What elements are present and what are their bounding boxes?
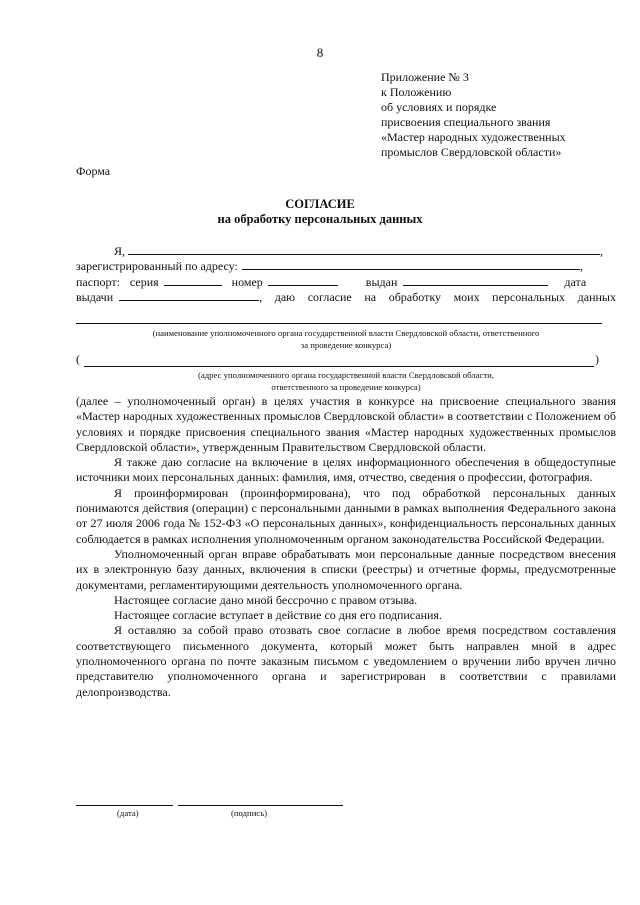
title-line-1: СОГЛАСИЕ bbox=[285, 197, 355, 211]
number-line[interactable] bbox=[268, 275, 338, 286]
note-line: ответственного за проведение конкурса) bbox=[271, 382, 421, 392]
paragraph: Уполномоченный орган вправе обрабатывать мои персональные данные посредством внесения их в электронную базу данных, включения в списки (реестры) и отчетные формы, предусмотренные документами, регламентирующими деятельность уполномоченного органа. bbox=[76, 546, 616, 592]
document-title bbox=[0, 197, 640, 227]
paragraph: (далее – уполномоченный орган) в целях участия в конкурсе на присвоение специального звания «Мастер народных художественных промыслов Свердловской области» в соответствии с Положением об условиях и порядке присвоения специального звания «Мастер народных художественных промыслов Свердловской области», утвержденным Правительством Свердловской области. bbox=[76, 394, 616, 454]
passport-row bbox=[76, 275, 616, 290]
signature-line[interactable] bbox=[178, 805, 343, 806]
issue-date-label: выдачи bbox=[76, 289, 114, 304]
page-number: 8 bbox=[316, 45, 324, 60]
organ-address-note bbox=[76, 369, 616, 393]
date-label: дата bbox=[564, 274, 587, 289]
comma: , bbox=[600, 244, 604, 258]
appendix-line: к Положению bbox=[381, 85, 452, 99]
series-line[interactable] bbox=[164, 275, 222, 286]
form-label: Форма bbox=[76, 164, 111, 178]
i-label: Я, bbox=[114, 244, 126, 258]
appendix-line: присвоения специального звания bbox=[381, 115, 551, 129]
paragraph: Я также даю согласие на включение в целях информационного обеспечения в общедоступные источники моих персональных данных: фамилия, имя, отчество, сведения о профессии, фотография. bbox=[76, 455, 616, 485]
appendix-line: «Мастер народных художественных bbox=[381, 130, 566, 144]
address-row bbox=[76, 259, 616, 274]
consent-body bbox=[76, 394, 616, 700]
organ-address-line[interactable] bbox=[84, 366, 594, 367]
note-line: (наименование уполномоченного органа государственной власти Свердловской области, ответственного bbox=[152, 328, 540, 338]
personal-data-fields bbox=[76, 244, 616, 305]
issue-date-row bbox=[76, 290, 616, 305]
paragraph: Настоящее согласие дано мной бессрочно с правом отзыва. bbox=[114, 592, 418, 607]
note-line: (адрес уполномоченного органа государственной власти Свердловской области, bbox=[198, 370, 494, 380]
address-line[interactable] bbox=[242, 259, 580, 270]
open-paren: ( bbox=[76, 352, 80, 366]
paragraph: Я проинформирован (проинформирована), что под обработкой персональных данных понимаются действия (операции) с персональными данными в рамках выполнения Федерального закона от 27 июля 2006 года № 152-ФЗ «О персональных данных», конфиденциальность персональных данных соблюдается в рамках исполнения уполномоченным органом законодательства Российской Федерации. bbox=[76, 485, 616, 546]
issue-date-line[interactable] bbox=[119, 290, 259, 301]
appendix-line: Приложение № 3 bbox=[381, 70, 469, 84]
appendix-line: об условиях и порядке bbox=[381, 100, 497, 114]
registered-label: зарегистрированный по адресу: bbox=[76, 259, 238, 274]
date-caption: (дата) bbox=[117, 808, 139, 818]
issued-label: выдан bbox=[365, 274, 398, 289]
paragraph: Я оставляю за собой право отозвать свое согласие в любое время посредством составления соответствующего письменного документа, который может быть направлен мной в адрес уполномоченного органа по почте заказным письмом с уведомлением о вручении либо вручен лично представителю уполномоченного органа и зарегистрирован в соответствии с правилами делопроизводства. bbox=[76, 623, 616, 699]
signature-caption: (подпись) bbox=[231, 808, 268, 818]
date-signature-line[interactable] bbox=[76, 805, 173, 806]
paragraph: Настоящее согласие вступает в действие со дня его подписания. bbox=[114, 608, 442, 623]
series-label: серия bbox=[129, 274, 159, 289]
appendix-line: промыслов Свердловской области» bbox=[381, 145, 562, 159]
close-paren: ) bbox=[595, 352, 599, 366]
title-line-2: на обработку персональных данных bbox=[217, 212, 423, 226]
consent-text: , даю согласие на обработку моих персональных данных bbox=[259, 289, 616, 304]
organ-name-note bbox=[76, 327, 616, 351]
full-name-line[interactable] bbox=[128, 244, 600, 255]
comma: , bbox=[579, 259, 583, 274]
number-label: номер bbox=[231, 274, 263, 289]
issued-by-line[interactable] bbox=[403, 275, 548, 286]
passport-label: паспорт: bbox=[76, 274, 120, 289]
note-line: за проведение конкурса) bbox=[300, 340, 392, 350]
organ-name-line[interactable] bbox=[76, 323, 602, 324]
name-row bbox=[76, 244, 616, 259]
appendix-header bbox=[381, 70, 566, 160]
